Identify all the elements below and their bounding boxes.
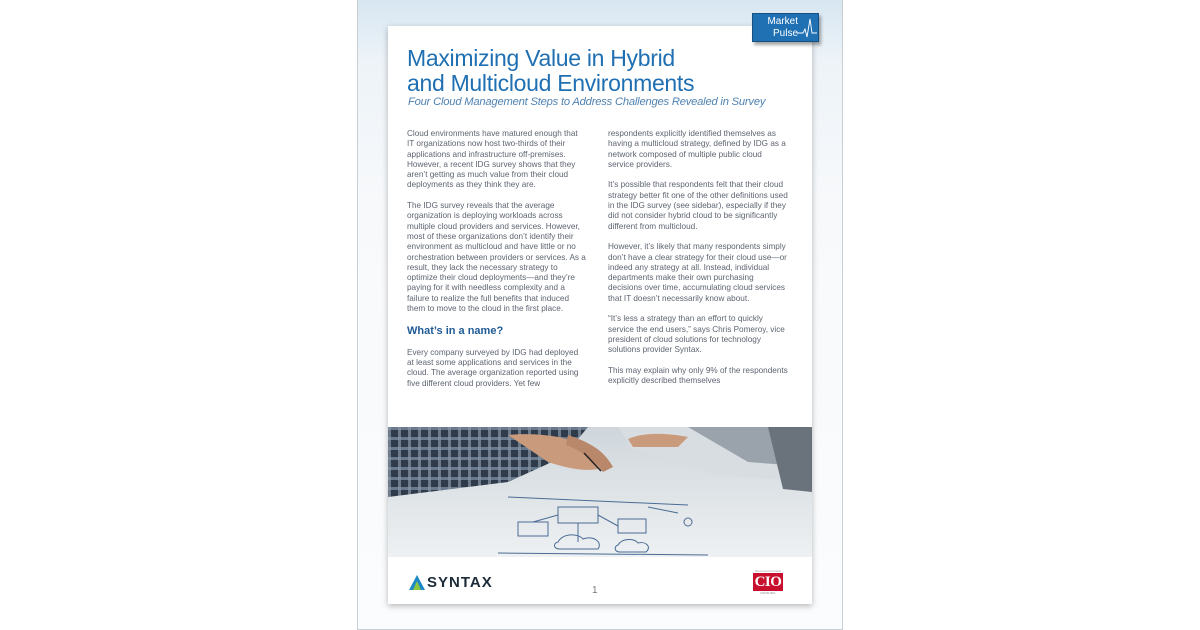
photo-illustration: [388, 427, 812, 557]
right-paragraph-1: respondents explicitly identified themselves as having a multicloud strategy, defined by IDG as a network composed of multiple public cloud service providers.: [608, 129, 786, 169]
right-paragraph-3: However, it’s likely that many respondents simply don’t have a clear strategy for their cloud use—or indeed any strategy at all. Instead, individual departments make their own purchasing decisions over time, accumulating cloud services that IT doesn’t necessarily know about.: [608, 242, 787, 303]
right-paragraph-2: It’s possible that respondents felt that their cloud strategy better fit one of the other definitions used in the IDG survey (see sidebar), especially if they did not consider hybrid cloud to be significantly different from multicloud.: [608, 180, 788, 231]
title-line-2: and Multicloud Environments: [407, 70, 695, 96]
right-paragraph-4: “It’s less a strategy than an effort to quickly service the end users,” says Chris Pomeroy, vice president of cloud solutions for technology solutions provider Syntax.: [608, 314, 785, 355]
badge-line-2: Pulse: [772, 28, 798, 39]
cio-sponsored-tag: Sponsored Content: [755, 569, 781, 573]
syntax-logo: [408, 574, 493, 592]
syntax-wordmark: SYNTAX: [427, 574, 493, 591]
pulse-icon: [797, 17, 817, 39]
workspace-photo: [388, 427, 812, 557]
left-paragraph-1: Cloud environments have matured enough that IT organizations now host two-thirds of their applications and infrastructure off-premises. However, a recent IDG survey shows that they aren’t getting as much value from their cloud deployments as they think they are.: [407, 129, 578, 190]
market-pulse-badge: [752, 13, 819, 42]
section-heading: What’s in a name?: [407, 324, 504, 337]
cio-wordmark: CIO: [754, 574, 782, 590]
right-column: [608, 129, 788, 397]
syntax-mark-icon: [408, 574, 426, 592]
cio-logo: [752, 569, 784, 595]
document-subtitle: Four Cloud Management Steps to Address Challenges Revealed in Survey: [408, 96, 766, 108]
left-paragraph-2: The IDG survey reveals that the average organization is deploying workloads across multiple cloud providers and services. However, most of these organizations don’t identify their environment as multicloud and have little or no orchestration between providers or services. As a result, they lack the necessary strategy to optimize their cloud deployments—and they’re paying for it with needless complexity and a failure to realize the full benefits that induced them to move to the cloud in the first place.: [407, 201, 586, 314]
page-number: 1: [592, 585, 598, 596]
cio-foot-tag: FROM IDG: [760, 591, 776, 595]
left-paragraph-3: Every company surveyed by IDG had deployed at least some applications and services in the cloud. The average organization reported using five different cloud providers. Yet few: [407, 347, 579, 388]
right-paragraph-5: This may explain why only 9% of the respondents explicitly described themselves: [608, 365, 788, 386]
badge-line-1: Market: [767, 16, 798, 27]
title-line-1: Maximizing Value in Hybrid: [407, 45, 675, 71]
left-column: [407, 129, 587, 399]
document-title: [407, 46, 787, 96]
